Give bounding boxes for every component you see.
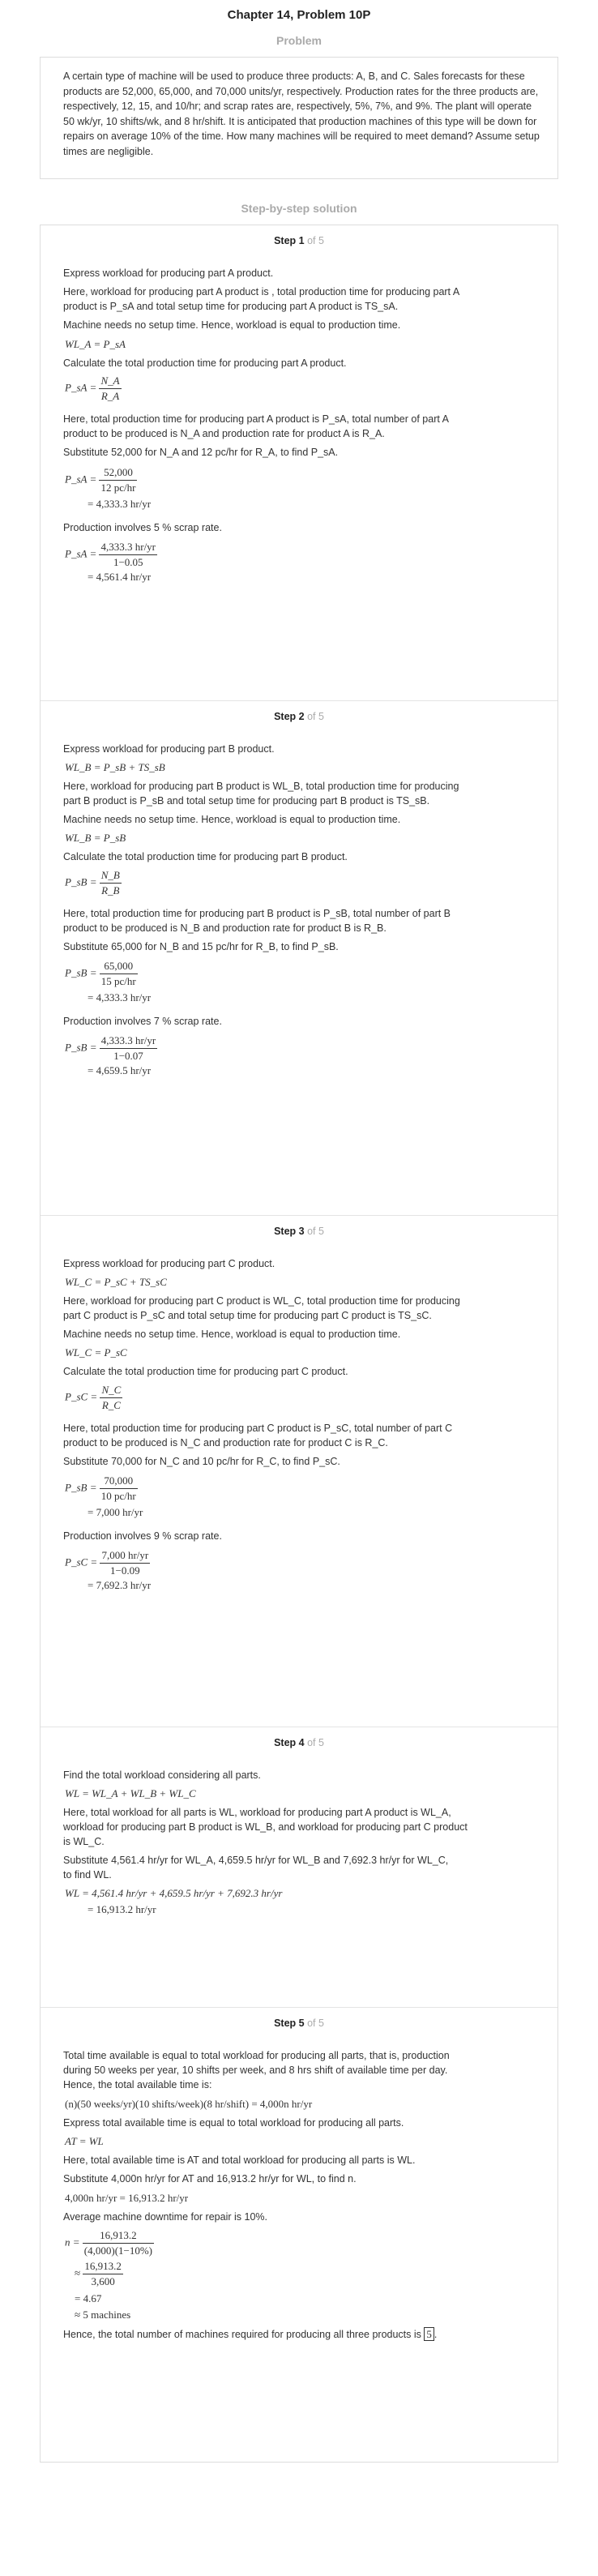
equation-lhs: P_sC = — [65, 1390, 98, 1403]
step-text: Machine needs no setup time. Hence, workload is equal to production time. — [63, 319, 401, 331]
step-title — [41, 711, 557, 722]
step-text: Substitute 52,000 for N_A and 12 pc/hr for R_A, to find P_sA. — [63, 447, 339, 458]
fraction-numerator: 16,913.2 — [83, 2259, 123, 2274]
step-text: Here, total production time for producing part A product is P_sA, total number of part A — [63, 413, 449, 425]
fraction-numerator: N_B — [100, 868, 122, 884]
fraction-denominator: R_C — [101, 1399, 121, 1411]
fraction — [100, 1033, 158, 1063]
step-text: Here, workload for producing part B product is WL_B, total production time for producing — [63, 781, 459, 792]
fraction-numerator: 52,000 — [99, 465, 137, 481]
equation: WL_A = P_sA — [65, 338, 126, 350]
fraction-numerator: N_C — [100, 1383, 122, 1398]
fraction-denominator: 3,600 — [91, 2275, 115, 2287]
equation-lhs: P_sB = — [65, 1481, 97, 1494]
final-answer-box: 5 — [424, 2327, 434, 2341]
fraction-denominator: (4,000)(1−10%) — [83, 2244, 153, 2257]
step-text: Here, total production time for producing part B product is P_sB, total number of part B — [63, 908, 451, 919]
equation — [65, 1474, 138, 1504]
equation: 4,000n hr/yr = 16,913.2 hr/yr — [65, 2192, 189, 2204]
step-text: Substitute 65,000 for N_B and 15 pc/hr for R_B, to find P_sB. — [63, 941, 339, 952]
fraction — [83, 2259, 123, 2289]
step-text: Hence, the total available time is: — [63, 2079, 212, 2090]
step-label: Step 5 — [274, 2018, 305, 2029]
step-text: Production involves 5 % scrap rate. — [63, 522, 222, 533]
equation — [65, 959, 138, 989]
step-text: Express workload for producing part B product. — [63, 743, 275, 755]
step-text: product to be produced is N_C and production rate for product C is R_C. — [63, 1437, 388, 1448]
step-text: Here, total available time is AT and total workload for producing all parts is WL. — [63, 2155, 416, 2166]
equation-lhs: n = — [65, 2236, 80, 2249]
conclusion-text: Hence, the total number of machines required for producing all three products is — [63, 2329, 421, 2340]
problem-text: A certain type of machine will be used to produce three products: A, B, and C. Sales forecasts for these products are 52,000, 65,000, and 70,000 units/yr, respectively. Production rates for the three products are, respectively, 12, 15, and 10/hr; and scrap rates are, respectively, 5%, 7%, and 9%. The plant will operate 50 wk/yr, 10 shifts/wk, and 8 hr/shift. It is anticipated that production machines of this type will be down for repairs on average 10% of the time. How many machines will be required to meet demand? Assume setup times are negligible. — [40, 57, 558, 179]
fraction-denominator: R_B — [101, 884, 120, 896]
equation: WL = WL_A + WL_B + WL_C — [65, 1787, 196, 1799]
equation-result: = 4,333.3 hr/yr — [88, 498, 152, 510]
step-title — [41, 235, 557, 246]
step-text: Substitute 4,000n hr/yr for AT and 16,913.2 hr/yr for WL, to find n. — [63, 2173, 357, 2184]
equation-lhs: P_sA = — [65, 473, 97, 486]
equation-lhs: P_sB = — [65, 1041, 97, 1054]
equation — [65, 1383, 122, 1413]
fraction — [100, 1474, 138, 1504]
problem-heading: Problem — [276, 34, 322, 47]
step-text: Machine needs no setup time. Hence, workload is equal to production time. — [63, 814, 401, 825]
step-text: Calculate the total production time for producing part A product. — [63, 357, 347, 369]
step-text: Express workload for producing part A product. — [63, 267, 274, 279]
equation — [65, 374, 122, 404]
step-text: Average machine downtime for repair is 10%. — [63, 2211, 267, 2223]
equation-lhs: P_sC = — [65, 1555, 98, 1568]
step-text: Express workload for producing part C product. — [63, 1258, 276, 1269]
step-text: Express total available time is equal to total workload for producing all parts. — [63, 2117, 404, 2129]
fraction — [100, 868, 122, 898]
step-text: Production involves 9 % scrap rate. — [63, 1530, 222, 1542]
step-text: Production involves 7 % scrap rate. — [63, 1016, 222, 1027]
equation-lhs: P_sA = — [65, 381, 97, 394]
equation-result: = 7,000 hr/yr — [88, 1506, 143, 1518]
solution-heading: Step-by-step solution — [241, 202, 357, 215]
equation — [65, 465, 137, 495]
fraction-denominator: 1−0.05 — [113, 556, 143, 568]
fraction — [83, 2228, 154, 2258]
fraction — [100, 1548, 150, 1578]
equation-result: = 16,913.2 hr/yr — [88, 1903, 156, 1915]
fraction-denominator: 1−0.07 — [113, 1050, 143, 1062]
equation: (n)(50 weeks/yr)(10 shifts/week)(8 hr/shift) = 4,000n hr/yr — [65, 2098, 313, 2110]
equation — [65, 2228, 154, 2258]
step-4 — [41, 1727, 557, 2008]
fraction-denominator: 1−0.09 — [110, 1564, 140, 1577]
equation — [65, 540, 157, 570]
step-label: Step 4 — [274, 1737, 305, 1748]
fraction-denominator: R_A — [100, 390, 120, 402]
fraction — [100, 959, 138, 989]
fraction — [100, 1383, 122, 1413]
step-of: of 5 — [307, 1737, 324, 1748]
step-text: Substitute 70,000 for N_C and 10 pc/hr for R_C, to find P_sC. — [63, 1456, 340, 1467]
fraction-numerator: 7,000 hr/yr — [100, 1548, 150, 1564]
step-2 — [41, 701, 557, 1216]
equation-lhs: P_sB = — [65, 966, 97, 979]
equation-result: ≈ 5 machines — [75, 2309, 131, 2321]
equation-lhs: P_sB = — [65, 875, 97, 888]
equation: WL_C = P_sC — [65, 1346, 127, 1359]
step-title — [41, 1226, 557, 1237]
equation: WL_B = P_sB + TS_sB — [65, 761, 165, 773]
step-text: Here, workload for producing part C product is WL_C, total production time for producing — [63, 1295, 460, 1307]
equation-result: = 7,692.3 hr/yr — [88, 1579, 152, 1591]
step-of: of 5 — [307, 2018, 324, 2029]
equation — [65, 1033, 157, 1063]
step-text: Calculate the total production time for producing part C product. — [63, 1366, 348, 1377]
fraction-denominator: 15 pc/hr — [100, 975, 136, 987]
step-text: Here, workload for producing part A product is , total production time for producing part A — [63, 286, 460, 297]
step-text: Calculate the total production time for producing part B product. — [63, 851, 348, 862]
equation: WL_C = P_sC + TS_sC — [65, 1276, 167, 1288]
step-text: product is P_sA and total setup time for producing part A product is TS_sA. — [63, 301, 399, 312]
equation: WL_B = P_sB — [65, 832, 126, 844]
step-of: of 5 — [307, 1226, 324, 1237]
step-text: Hence, the total number of machines required for producing all three products is 5 . — [63, 2328, 438, 2340]
step-text: part B product is P_sB and total setup time for producing part B product is TS_sB. — [63, 795, 430, 807]
fraction-numerator: N_A — [99, 374, 121, 389]
step-text: Here, total workload for all parts is WL, workload for producing part A product is WL_A, — [63, 1807, 451, 1818]
step-of: of 5 — [307, 711, 324, 722]
step-text: Machine needs no setup time. Hence, workload is equal to production time. — [63, 1329, 401, 1340]
step-text: Find the total workload considering all parts. — [63, 1769, 261, 1781]
step-text: part C product is P_sC and total setup time for producing part C product is TS_sC. — [63, 1310, 432, 1321]
fraction-numerator: 4,333.3 hr/yr — [99, 540, 157, 555]
approx-sign: ≈ — [75, 2266, 81, 2279]
equation — [65, 1548, 150, 1578]
step-3 — [41, 1216, 557, 1727]
step-label: Step 1 — [274, 235, 305, 246]
solution-page — [40, 0, 558, 2463]
step-label: Step 2 — [274, 711, 305, 722]
step-title — [41, 2018, 557, 2029]
fraction-numerator: 16,913.2 — [83, 2228, 154, 2244]
step-text: Here, total production time for producing part C product is P_sC, total number of part C — [63, 1423, 453, 1434]
equation-result: = 4.67 — [75, 2292, 102, 2304]
steps-container — [40, 225, 558, 2463]
step-text: workload for producing part B product is WL_B, and workload for producing part C product — [63, 1821, 468, 1833]
fraction-numerator: 4,333.3 hr/yr — [100, 1033, 158, 1049]
step-text: product to be produced is N_A and production rate for product A is R_A. — [63, 428, 385, 439]
page-title: Chapter 14, Problem 10P — [227, 8, 371, 22]
equation — [75, 2259, 123, 2289]
fraction-numerator: 70,000 — [100, 1474, 138, 1489]
fraction — [99, 540, 157, 570]
equation — [65, 868, 122, 898]
equation-result: = 4,659.5 hr/yr — [88, 1064, 152, 1076]
fraction — [99, 465, 137, 495]
equation: WL = 4,561.4 hr/yr + 4,659.5 hr/yr + 7,692.3 hr/yr — [65, 1887, 283, 1899]
step-text: Total time available is equal to total workload for producing all parts, that is, production — [63, 2050, 450, 2061]
step-5 — [41, 2008, 557, 2462]
fraction-denominator: 12 pc/hr — [100, 481, 136, 494]
equation-lhs: P_sA = — [65, 547, 97, 560]
step-label: Step 3 — [274, 1226, 305, 1237]
step-1 — [41, 225, 557, 701]
equation-result: = 4,333.3 hr/yr — [88, 991, 152, 1003]
step-title — [41, 1737, 557, 1748]
fraction-denominator: 10 pc/hr — [100, 1490, 136, 1502]
equation: AT = WL — [65, 2135, 104, 2147]
step-text: is WL_C. — [63, 1836, 105, 1847]
step-text: product to be produced is N_B and production rate for product B is R_B. — [63, 922, 387, 934]
step-text: Substitute 4,561.4 hr/yr for WL_A, 4,659.5 hr/yr for WL_B and 7,692.3 hr/yr for WL_C, — [63, 1855, 449, 1866]
step-of: of 5 — [307, 235, 324, 246]
step-text: during 50 weeks per year, 10 shifts per week, and 8 hrs shift of available time per day. — [63, 2065, 448, 2076]
equation-result: = 4,561.4 hr/yr — [88, 571, 152, 583]
fraction — [99, 374, 121, 404]
step-text: to find WL. — [63, 1869, 112, 1881]
fraction-numerator: 65,000 — [100, 959, 138, 974]
